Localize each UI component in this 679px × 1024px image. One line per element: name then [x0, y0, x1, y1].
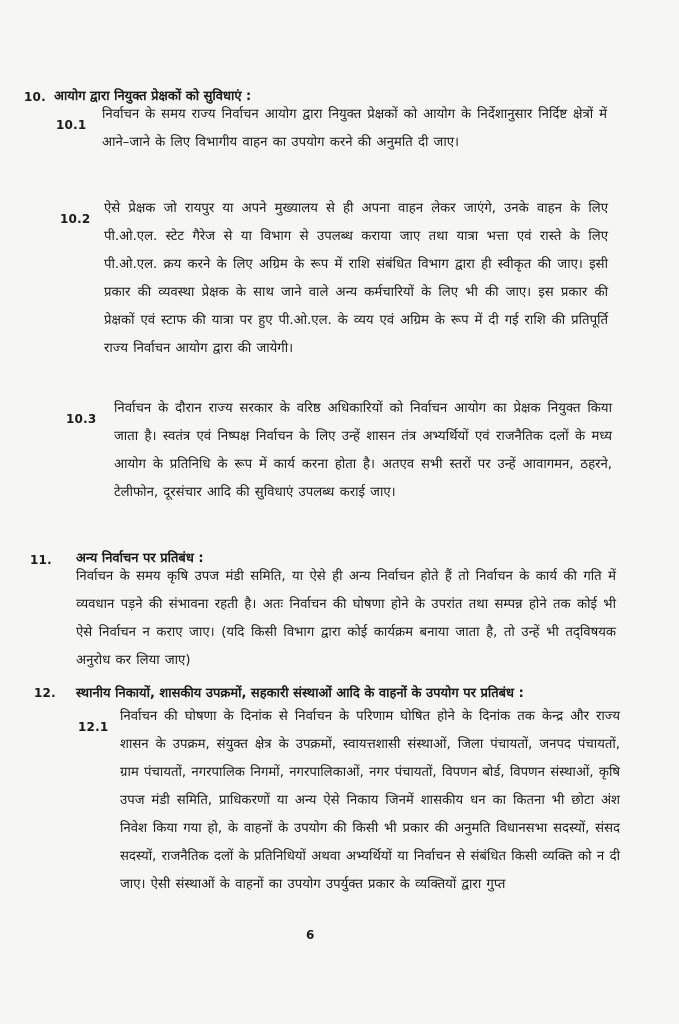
section-11-heading: अन्य निर्वाचन पर प्रतिबंध :	[76, 551, 204, 566]
section-11-text: निर्वाचन के समय कृषि उपज मंडी समिति, या ऐसे ही अन्य निर्वाचन होते हैं तो निर्वाचन के कार्य की गति में व्यवधान पड़ने की संभावना रहती है। अतः निर्वाचन की घोषणा होने के उपरांत तथा सम्पन्न होने तक कोई भी ऐसे निर्वाचन न कराए जाए। (यदि किसी विभाग द्वारा कोई कार्यक्रम बनाया जाता है, तो उन्हें भी तद्‌विषयक अनुरोध कर लिया जाए)	[76, 569, 616, 668]
section-11-number: 11.	[30, 553, 52, 567]
subsection-10-2-number: 10.2	[60, 212, 91, 226]
section-10-number: 10.	[24, 90, 46, 104]
subsection-10-1-number: 10.1	[56, 118, 87, 132]
section-10-heading: आयोग द्वारा नियुक्त प्रेक्षकों को सुविधाएं :	[54, 89, 252, 104]
subsection-10-1-text: निर्वाचन के समय राज्य निर्वाचन आयोग द्वारा नियुक्त प्रेक्षकों को आयोग के निर्देशानुसार निर्दिष्ट क्षेत्रों में आने–जाने के लिए विभागीय वाहन का उपयोग करने की अनुमति दी जाए।	[102, 107, 607, 150]
subsection-10-2-text: ऐसे प्रेक्षक जो रायपुर या अपने मुख्यालय से ही अपना वाहन लेकर जाएंगे, उनके वाहन के लिए पी.ओ.एल. स्टेट गैरेज से या विभाग से उपलब्ध कराया जाए तथा यात्रा भत्ता एवं रास्ते के लिए पी.ओ.एल. क्रय करने के लिए अग्रिम के रूप में राशि संबंधित विभाग द्वारा ही स्वीकृत की जाए। इसी प्रकार की व्यवस्था प्रेक्षक के साथ जाने वाले अन्य कर्मचारियों के लिए भी की जाए। इस प्रकार की प्रेक्षकों एवं स्टाफ की यात्रा पर हुए पी.ओ.एल. के व्यय एवं अग्रिम के रूप में दी गई राशि की प्रतिपूर्ति राज्य निर्वाचन आयोग द्वारा की जायेगी।	[104, 201, 608, 356]
subsection-12-1-text: निर्वाचन की घोषणा के दिनांक से निर्वाचन के परिणाम घोषित होने के दिनांक तक केन्द्र और राज्य शासन के उपक्रम, संयुक्त क्षेत्र के उपक्रमों, स्वायत्तशासी संस्थाओं, जिला पंचायतों, जनपद पंचायतों, ग्राम पंचायतों, नगरपालिक निगमों, नगरपालिकाओं, नगर पंचायतों, विपणन बोर्ड, विपणन संस्थाओं, कृषि उपज मंडी समिति, प्राधिकरणों या अन्य ऐसे निकाय जिनमें शासकीय धन का कितना भी छोटा अंश निवेश किया गया हो, के वाहनों के उपयोग की किसी भी प्रकार की अनुमति विधानसभा सदस्यों, संसद सदस्यों, राजनैतिक दलों के प्रतिनिधियों अथवा अभ्यर्थियों या निर्वाचन से संबंधित किसी व्यक्ति को न दी जाए। ऐसी संस्थाओं के वाहनों का उपयोग उपर्युक्त प्रकार के व्यक्तियों द्वारा गुप्त	[120, 709, 620, 892]
subsection-10-3-text: निर्वाचन के दौरान राज्य सरकार के वरिष्ठ अधिकारियों को निर्वाचन आयोग का प्रेक्षक नियुक्त किया जाता है। स्वतंत्र एवं निष्पक्ष निर्वाचन के लिए उन्हें शासन तंत्र अभ्यर्थियों एवं राजनैतिक दलों के मध्य आयोग के प्रतिनिधि के रूप में कार्य करना होता है। अतएव सभी स्तरों पर उन्हें आवागमन, ठहरने, टेलीफोन, दूरसंचार आदि की सुविधाएं उपलब्ध कराई जाए।	[114, 401, 612, 500]
section-12-heading: स्थानीय निकायों, शासकीय उपक्रमों, सहकारी संस्थाओं आदि के वाहनों के उपयोग पर प्रतिबंध :	[76, 686, 524, 701]
section-12-number: 12.	[34, 686, 56, 700]
page-number: 6	[306, 928, 315, 942]
subsection-12-1-number: 12.1	[78, 720, 109, 734]
subsection-10-3-number: 10.3	[66, 412, 97, 426]
